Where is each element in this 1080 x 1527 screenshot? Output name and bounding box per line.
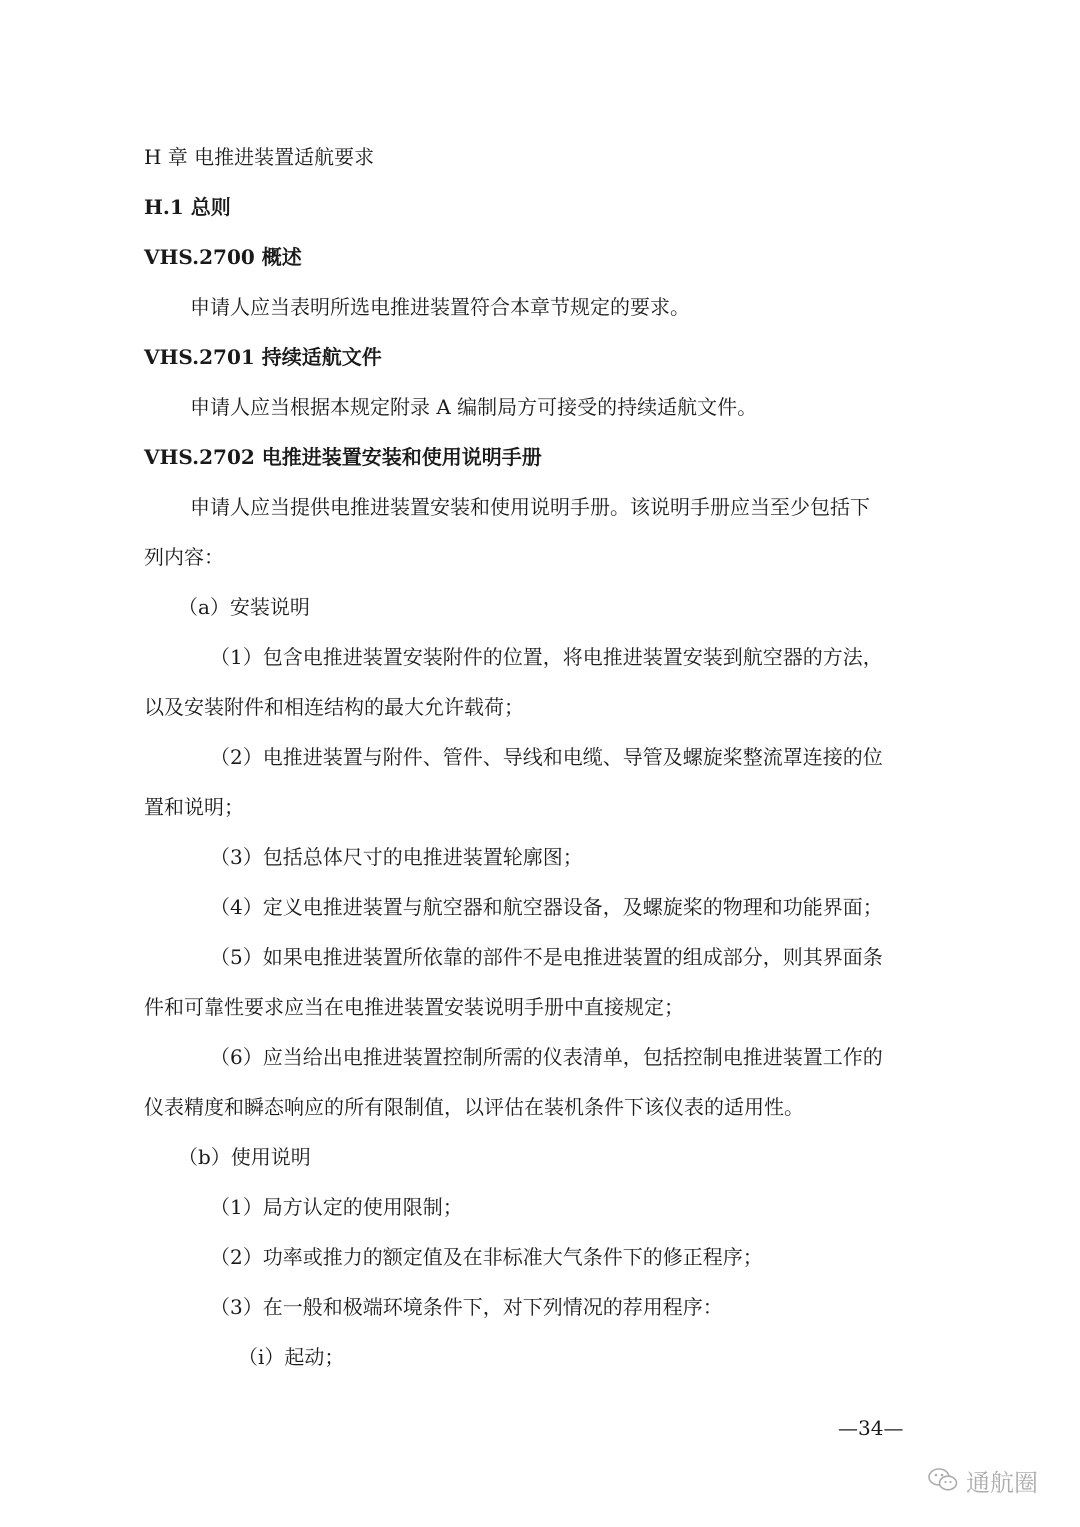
clause-heading-vhs2700: VHS.2700 概述 bbox=[144, 245, 302, 269]
clause-heading-vhs2702: VHS.2702 电推进装置安装和使用说明手册 bbox=[144, 445, 542, 469]
list-item-a3: （3）包括总体尺寸的电推进装置轮廓图； bbox=[210, 845, 583, 869]
watermark-text: 通航圈 bbox=[966, 1468, 1038, 1497]
list-item-a2-line1: （2）电推进装置与附件、管件、导线和电缆、导管及螺旋桨整流罩连接的位 bbox=[210, 745, 883, 769]
list-item-b: （b）使用说明 bbox=[178, 1145, 311, 1169]
list-item-a2-line2: 置和说明； bbox=[144, 795, 244, 819]
wechat-icon bbox=[928, 1467, 958, 1493]
clause-heading-vhs2701: VHS.2701 持续适航文件 bbox=[144, 345, 382, 369]
paragraph-vhs2702-line2: 列内容： bbox=[144, 545, 224, 569]
chapter-title: H 章 电推进装置适航要求 bbox=[144, 145, 375, 169]
paragraph-vhs2702-line1: 申请人应当提供电推进装置安装和使用说明手册。该说明手册应当至少包括下 bbox=[190, 495, 870, 519]
page-number: —34— bbox=[838, 1416, 904, 1440]
list-item-a: （a）安装说明 bbox=[178, 595, 310, 619]
section-heading-h1: H.1 总则 bbox=[144, 195, 231, 219]
list-item-b3: （3）在一般和极端环境条件下，对下列情况的荐用程序： bbox=[210, 1295, 723, 1319]
list-item-a4: （4）定义电推进装置与航空器和航空器设备，及螺旋桨的物理和功能界面； bbox=[210, 895, 883, 919]
list-item-b2: （2）功率或推力的额定值及在非标准大气条件下的修正程序； bbox=[210, 1245, 763, 1269]
list-item-a1-line2: 以及安装附件和相连结构的最大允许载荷； bbox=[144, 695, 524, 719]
list-item-b3-i: （i）起动； bbox=[238, 1345, 345, 1369]
list-item-a5-line1: （5）如果电推进装置所依靠的部件不是电推进装置的组成部分，则其界面条 bbox=[210, 945, 883, 969]
watermark bbox=[928, 1460, 1058, 1500]
list-item-a6-line1: （6）应当给出电推进装置控制所需的仪表清单，包括控制电推进装置工作的 bbox=[210, 1045, 883, 1069]
list-item-a5-line2: 件和可靠性要求应当在电推进装置安装说明手册中直接规定； bbox=[144, 995, 684, 1019]
paragraph-vhs2701: 申请人应当根据本规定附录 A 编制局方可接受的持续适航文件。 bbox=[190, 395, 758, 419]
paragraph-vhs2700: 申请人应当表明所选电推进装置符合本章节规定的要求。 bbox=[190, 295, 690, 319]
list-item-a6-line2: 仪表精度和瞬态响应的所有限制值，以评估在装机条件下该仪表的适用性。 bbox=[144, 1095, 804, 1119]
list-item-a1-line1: （1）包含电推进装置安装附件的位置，将电推进装置安装到航空器的方法， bbox=[210, 645, 883, 669]
list-item-b1: （1）局方认定的使用限制； bbox=[210, 1195, 463, 1219]
